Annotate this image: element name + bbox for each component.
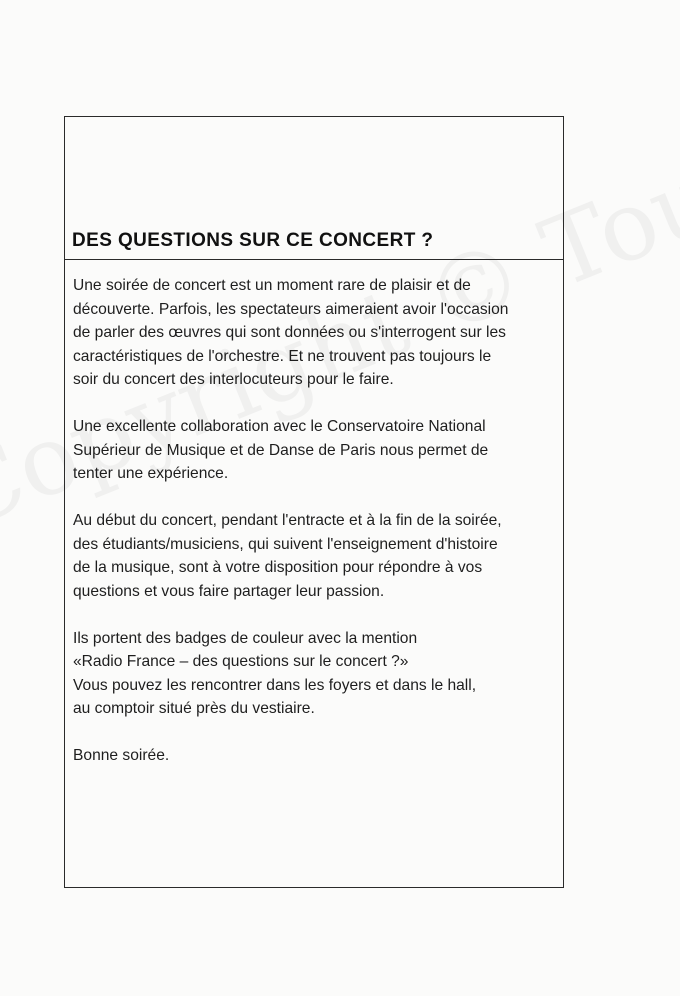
text-line: des étudiants/musiciens, qui suivent l'enseignement d'histoire xyxy=(73,535,498,553)
text-line: Ils portent des badges de couleur avec la mention xyxy=(73,629,418,647)
text-line: Au début du concert, pendant l'entracte et à la fin de la soirée, xyxy=(73,512,502,529)
text-line: soir du concert des interlocuteurs pour le faire. xyxy=(73,371,394,388)
paragraph-collaboration xyxy=(73,415,559,486)
text-line: Une soirée de concert est un moment rare de plaisir et de xyxy=(73,277,471,294)
paragraph-intro xyxy=(73,274,559,392)
text-line: au comptoir situé près du vestiaire. xyxy=(73,700,315,717)
heading-band xyxy=(65,117,563,260)
text-line: tenter une expérience. xyxy=(73,465,229,482)
text-line: Supérieur de Musique et de Danse de Paris nous permet de xyxy=(73,441,489,459)
text-line: Bonne soirée. xyxy=(73,747,170,764)
text-line: de parler des œuvres qui sont données ou s'interrogent sur les xyxy=(73,324,506,341)
text-line: caractéristiques de l'orchestre. Et ne trouvent pas toujours le xyxy=(73,347,492,365)
text-line: de la musique, sont à votre disposition pour répondre à vos xyxy=(73,559,483,576)
body-text xyxy=(73,274,559,791)
text-line: Une excellente collaboration avec le Conservatoire National xyxy=(73,418,486,435)
text-line: découverte. Parfois, les spectateurs aimeraient avoir l'occasion xyxy=(73,300,509,318)
text-line: Vous pouvez les rencontrer dans les foyers et dans le hall, xyxy=(73,676,477,694)
paragraph-badges xyxy=(73,627,559,721)
paragraph-students xyxy=(73,509,559,603)
text-line: «Radio France – des questions sur le concert ?» xyxy=(73,653,409,670)
page-title: DES QUESTIONS SUR CE CONCERT ? xyxy=(72,230,434,251)
paragraph-closing xyxy=(73,744,559,768)
info-box xyxy=(64,116,564,888)
text-line: questions et vous faire partager leur passion. xyxy=(73,582,385,600)
